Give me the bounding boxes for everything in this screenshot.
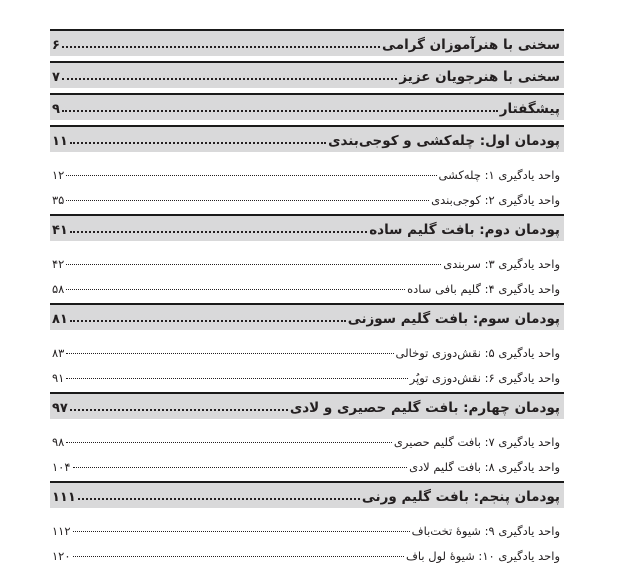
toc-unit-title: واحد یادگیری ۴: گلیم بافی ساده xyxy=(407,282,560,296)
dot-leader xyxy=(66,353,393,354)
dot-leader xyxy=(62,78,397,80)
toc-heading-row[interactable] xyxy=(50,61,564,88)
dot-leader xyxy=(62,110,498,112)
dot-leader xyxy=(73,556,404,557)
dot-leader xyxy=(70,320,346,322)
toc-unit-row[interactable] xyxy=(50,273,564,298)
toc-module-title: پودمان دوم: بافت گلیم ساده xyxy=(369,222,560,238)
toc-unit-row[interactable] xyxy=(50,426,564,451)
toc-page-number: ۹۷ xyxy=(52,401,68,416)
toc-page-number: ۱۱ xyxy=(52,134,68,149)
toc-page-number: ۸۱ xyxy=(52,312,68,327)
toc-unit-title: واحد یادگیری ۵: نقش‌دوزی توخالی xyxy=(395,346,560,360)
toc-module-title: پودمان پنجم: بافت گلیم ورنی xyxy=(361,489,560,505)
dot-leader xyxy=(62,46,380,48)
dot-leader xyxy=(66,175,436,176)
dot-leader xyxy=(70,231,367,233)
toc-page-number: ۷ xyxy=(52,70,60,85)
dot-leader xyxy=(66,378,407,379)
toc-heading-title: سخنی با هنرجویان عزیز xyxy=(399,69,560,85)
toc-page-number: ۸۳ xyxy=(52,346,65,360)
toc-heading-title: سخنی با هنرآموزان گرامی xyxy=(382,37,560,53)
toc-page-number: ۳۵ xyxy=(52,193,65,207)
toc-module-row[interactable] xyxy=(50,392,564,419)
toc-unit-row[interactable] xyxy=(50,540,564,565)
toc-module-row[interactable] xyxy=(50,214,564,241)
toc-heading-row[interactable] xyxy=(50,93,564,120)
toc-unit-title: واحد یادگیری ۸: بافت گلیم لادی xyxy=(409,460,560,474)
dot-leader xyxy=(70,142,326,144)
toc-module-title: پودمان اول: چله‌کشی و کوجی‌بندی xyxy=(328,133,560,149)
toc-unit-title: واحد یادگیری ۱۰: شیوهٔ لول باف xyxy=(405,549,560,563)
toc-unit-row[interactable] xyxy=(50,159,564,184)
dot-leader xyxy=(66,264,441,265)
dot-leader xyxy=(73,467,408,468)
toc-unit-row[interactable] xyxy=(50,451,564,476)
toc-unit-title: واحد یادگیری ۹: شیوهٔ تخت‌باف xyxy=(411,524,560,538)
toc-page-number: ۱۰۴ xyxy=(52,460,71,474)
toc-module-title: پودمان چهارم: بافت گلیم حصیری و لادی xyxy=(289,400,560,416)
toc-page-number: ۱۲۰ xyxy=(52,549,71,563)
dot-leader xyxy=(70,409,288,411)
toc-unit-row[interactable] xyxy=(50,184,564,209)
toc-unit-row[interactable] xyxy=(50,248,564,273)
toc-page-number: ۹۱ xyxy=(52,371,65,385)
toc-unit-title: واحد یادگیری ۱: چله‌کشی xyxy=(438,168,560,182)
toc-page-number: ۱۲ xyxy=(52,168,65,182)
toc-module-row[interactable] xyxy=(50,125,564,152)
toc-module-title: پودمان سوم: بافت گلیم سوزنی xyxy=(347,311,560,327)
toc-unit-title: واحد یادگیری ۳: سربندی xyxy=(443,257,560,271)
toc-module-row[interactable] xyxy=(50,481,564,508)
toc-unit-row[interactable] xyxy=(50,337,564,362)
toc-page-number: ۶ xyxy=(52,38,60,53)
dot-leader xyxy=(66,200,429,201)
toc-page-number: ۴۲ xyxy=(52,257,65,271)
toc-page-number: ۱۱۲ xyxy=(52,524,71,538)
toc-unit-row[interactable] xyxy=(50,362,564,387)
toc-page-number: ۹۸ xyxy=(52,435,65,449)
toc-module-row[interactable] xyxy=(50,303,564,330)
dot-leader xyxy=(66,289,405,290)
toc-page-number: ۴۱ xyxy=(52,223,68,238)
toc-unit-row[interactable] xyxy=(50,515,564,540)
dot-leader xyxy=(66,442,391,443)
toc-heading-title: پیشگفتار xyxy=(499,101,560,117)
table-of-contents xyxy=(50,29,564,565)
toc-unit-title: واحد یادگیری ۶: نقش‌دوزی توپُر xyxy=(409,371,560,385)
toc-heading-row[interactable] xyxy=(50,29,564,56)
toc-page-number: ۱۱۱ xyxy=(52,490,76,505)
toc-unit-title: واحد یادگیری ۷: بافت گلیم حصیری xyxy=(393,435,560,449)
toc-unit-title: واحد یادگیری ۲: کوجی‌بندی xyxy=(431,193,560,207)
toc-page-number: ۹ xyxy=(52,102,60,117)
dot-leader xyxy=(78,498,360,500)
dot-leader xyxy=(73,531,410,532)
toc-page-number: ۵۸ xyxy=(52,282,65,296)
